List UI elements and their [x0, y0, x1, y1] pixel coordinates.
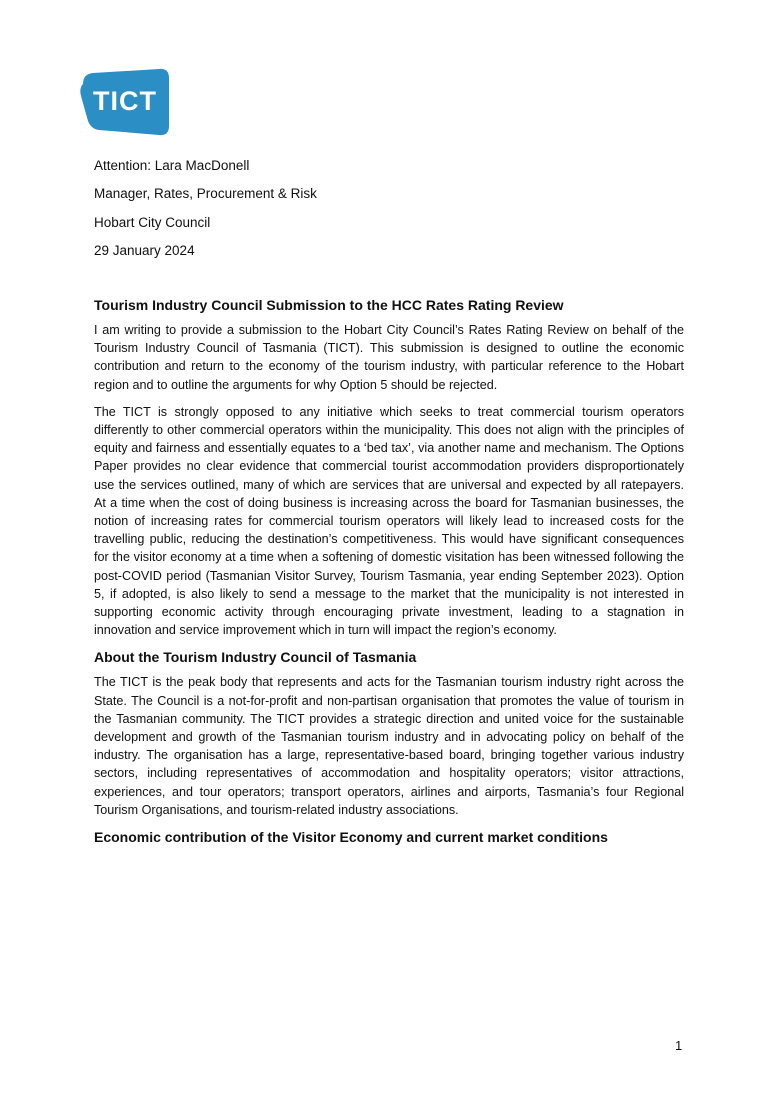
logo-text: TICT [93, 86, 157, 116]
letter-body [94, 296, 684, 853]
section-heading-submission: Tourism Industry Council Submission to the HCC Rates Rating Review [94, 297, 564, 313]
section-heading-economic: Economic contribution of the Visitor Economy and current market conditions [94, 829, 608, 846]
letter-date: 29 January 2024 [94, 243, 195, 258]
recipient-role: Manager, Rates, Procurement & Risk [94, 186, 317, 201]
tict-logo [79, 68, 171, 136]
paragraph-opposition: The TICT is strongly opposed to any initiative which seeks to treat commercial tourism operators differently to other commercial operators within the municipality. This does not align with the principles of equity and fairness and essentially equates to a ‘bed tax’, via another name and mechanism. The Options Paper provides no clear evidence that commercial tourist accommodation providers disproportionately use the services outlined, many of which are services that are universal and expected by all ratepayers. At a time when the cost of doing business is increasing across the board for Tasmanian businesses, the notion of increasing rates for commercial tourism operators will likely lead to increased costs for the travelling public, reducing the destination’s competitiveness. This would have significant consequences for the visitor economy at a time when a softening of domestic visitation has been witnessed following the post-COVID period (Tasmanian Visitor Survey, Tourism Tasmania, year ending September 2023). Option 5, if adopted, is also likely to send a message to the market that the municipality is not interested in supporting economic activity through encouraging private investment, leading to a stagnation in innovation and service improvement which in turn will impact the region’s economy. [94, 404, 684, 638]
recipient-organisation: Hobart City Council [94, 215, 211, 230]
attention-line: Attention: Lara MacDonell [94, 158, 250, 173]
paragraph-about: The TICT is the peak body that represents and acts for the Tasmanian tourism industry right across the State. The Council is a not-for-profit and non-partisan organisation that promotes the value of tourism in the Tasmanian community. The TICT provides a strategic direction and united voice for the sustainable development and growth of the Tasmanian tourism industry and in advocating policy on behalf of the industry. The organisation has a large, representative-based board, bringing together various industry sectors, including representatives of accommodation and hospitality operators; visitor attractions, experiences, and tour operators; transport operators, airlines and airports, Tasmania’s four Regional Tourism Organisations, and tourism-related industry associations. [94, 675, 684, 817]
paragraph-intro: I am writing to provide a submission to the Hobart City Council’s Rates Rating Review on behalf of the Tourism Industry Council of Tasmania (TICT). This submission is designed to outline the economic contribution and return to the economy of the tourism industry, with particular reference to the Hobart region and to outline the arguments for why Option 5 should be rejected. [94, 323, 684, 392]
section-heading-about: About the Tourism Industry Council of Tasmania [94, 649, 417, 666]
page-number: 1 [675, 1038, 683, 1053]
